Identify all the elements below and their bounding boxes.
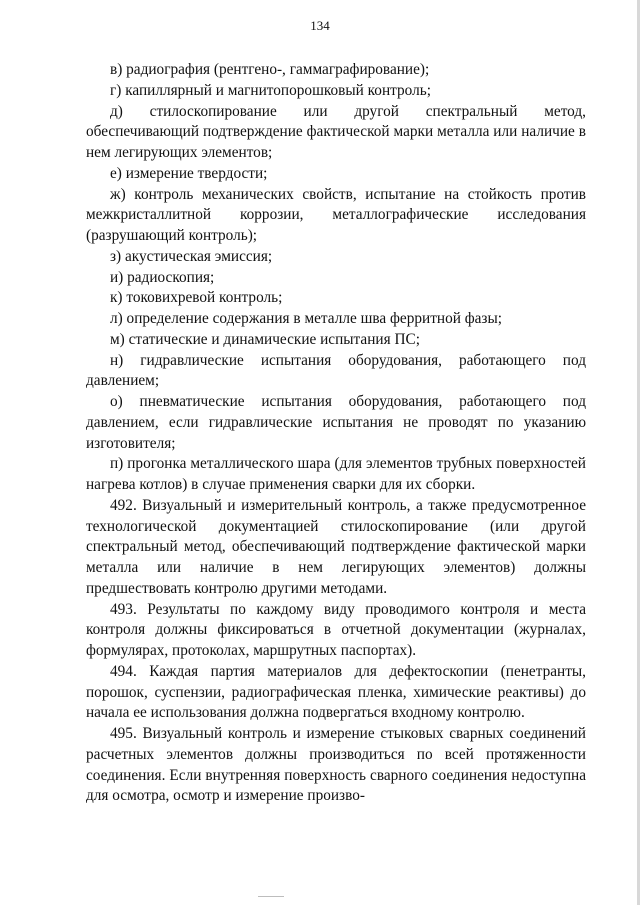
body-text bbox=[86, 60, 586, 807]
page-number: 134 bbox=[310, 18, 330, 33]
clause-495: 495. Визуальный контроль и измерение стыковых сварных соединений расчетных элементов должны производиться по всей протяженности соединения. Если внутренняя поверхность сварного соединения недоступна для осмотра, осмотр и измерение произво- bbox=[86, 725, 586, 805]
list-item-d: д) стилоскопирование или другой спектральный метод, обеспечивающий подтверждение фактической марки металла или наличие в нем легирующих элементов; bbox=[86, 102, 586, 161]
clause-493: 493. Результаты по каждому виду проводимого контроля и места контроля должны фиксироваться в отчетной документации (журналах, формулярах, протоколах, маршрутных паспортах). bbox=[86, 600, 586, 659]
scan-mark bbox=[258, 896, 284, 897]
list-item-v: в) радиография (рентгено-, гаммаграфирование); bbox=[110, 61, 430, 78]
list-item-z: з) акустическая эмиссия; bbox=[110, 247, 273, 265]
list-item-o: о) пневматические испытания оборудования, работающего под давлением, если гидравлические испытания не проводят по указанию изготовителя; bbox=[86, 393, 586, 452]
clause-492: 492. Визуальный и измерительный контроль, а также предусмотренное технологической документацией стилоскопирование (или другой спектральный метод, обеспечивающий подтверждение фактической марки металла или наличие в нем легирующих элементов) должны предшествовать контролю другими методами. bbox=[86, 496, 586, 597]
list-item-g: г) капиллярный и магнитопорошковый контроль; bbox=[110, 81, 431, 99]
list-item-p: п) прогонка металлического шара (для элементов трубных поверхностей нагрева котлов) в случае применения сварки для их сборки. bbox=[86, 455, 586, 493]
list-item-l: л) определение содержания в металле шва ферритной фазы; bbox=[110, 310, 503, 327]
list-item-e: е) измерение твердости; bbox=[110, 164, 268, 182]
list-item-zh: ж) контроль механических свойств, испытание на стойкость против межкристаллитной коррозии, металлографические исследования (разрушающий контроль); bbox=[86, 185, 586, 244]
list-item-n: н) гидравлические испытания оборудования, работающего под давлением; bbox=[86, 351, 586, 390]
list-item-k: к) токовихревой контроль; bbox=[110, 289, 283, 307]
list-item-m: м) статические и динамические испытания ПС; bbox=[110, 330, 420, 348]
clause-494: 494. Каждая партия материалов для дефектоскопии (пенетранты, порошок, суспензии, радиографическая пленка, химические реактивы) до начала ее использования должна подвергаться входному контролю. bbox=[86, 662, 586, 722]
list-item-i: и) радиоскопия; bbox=[110, 268, 215, 286]
